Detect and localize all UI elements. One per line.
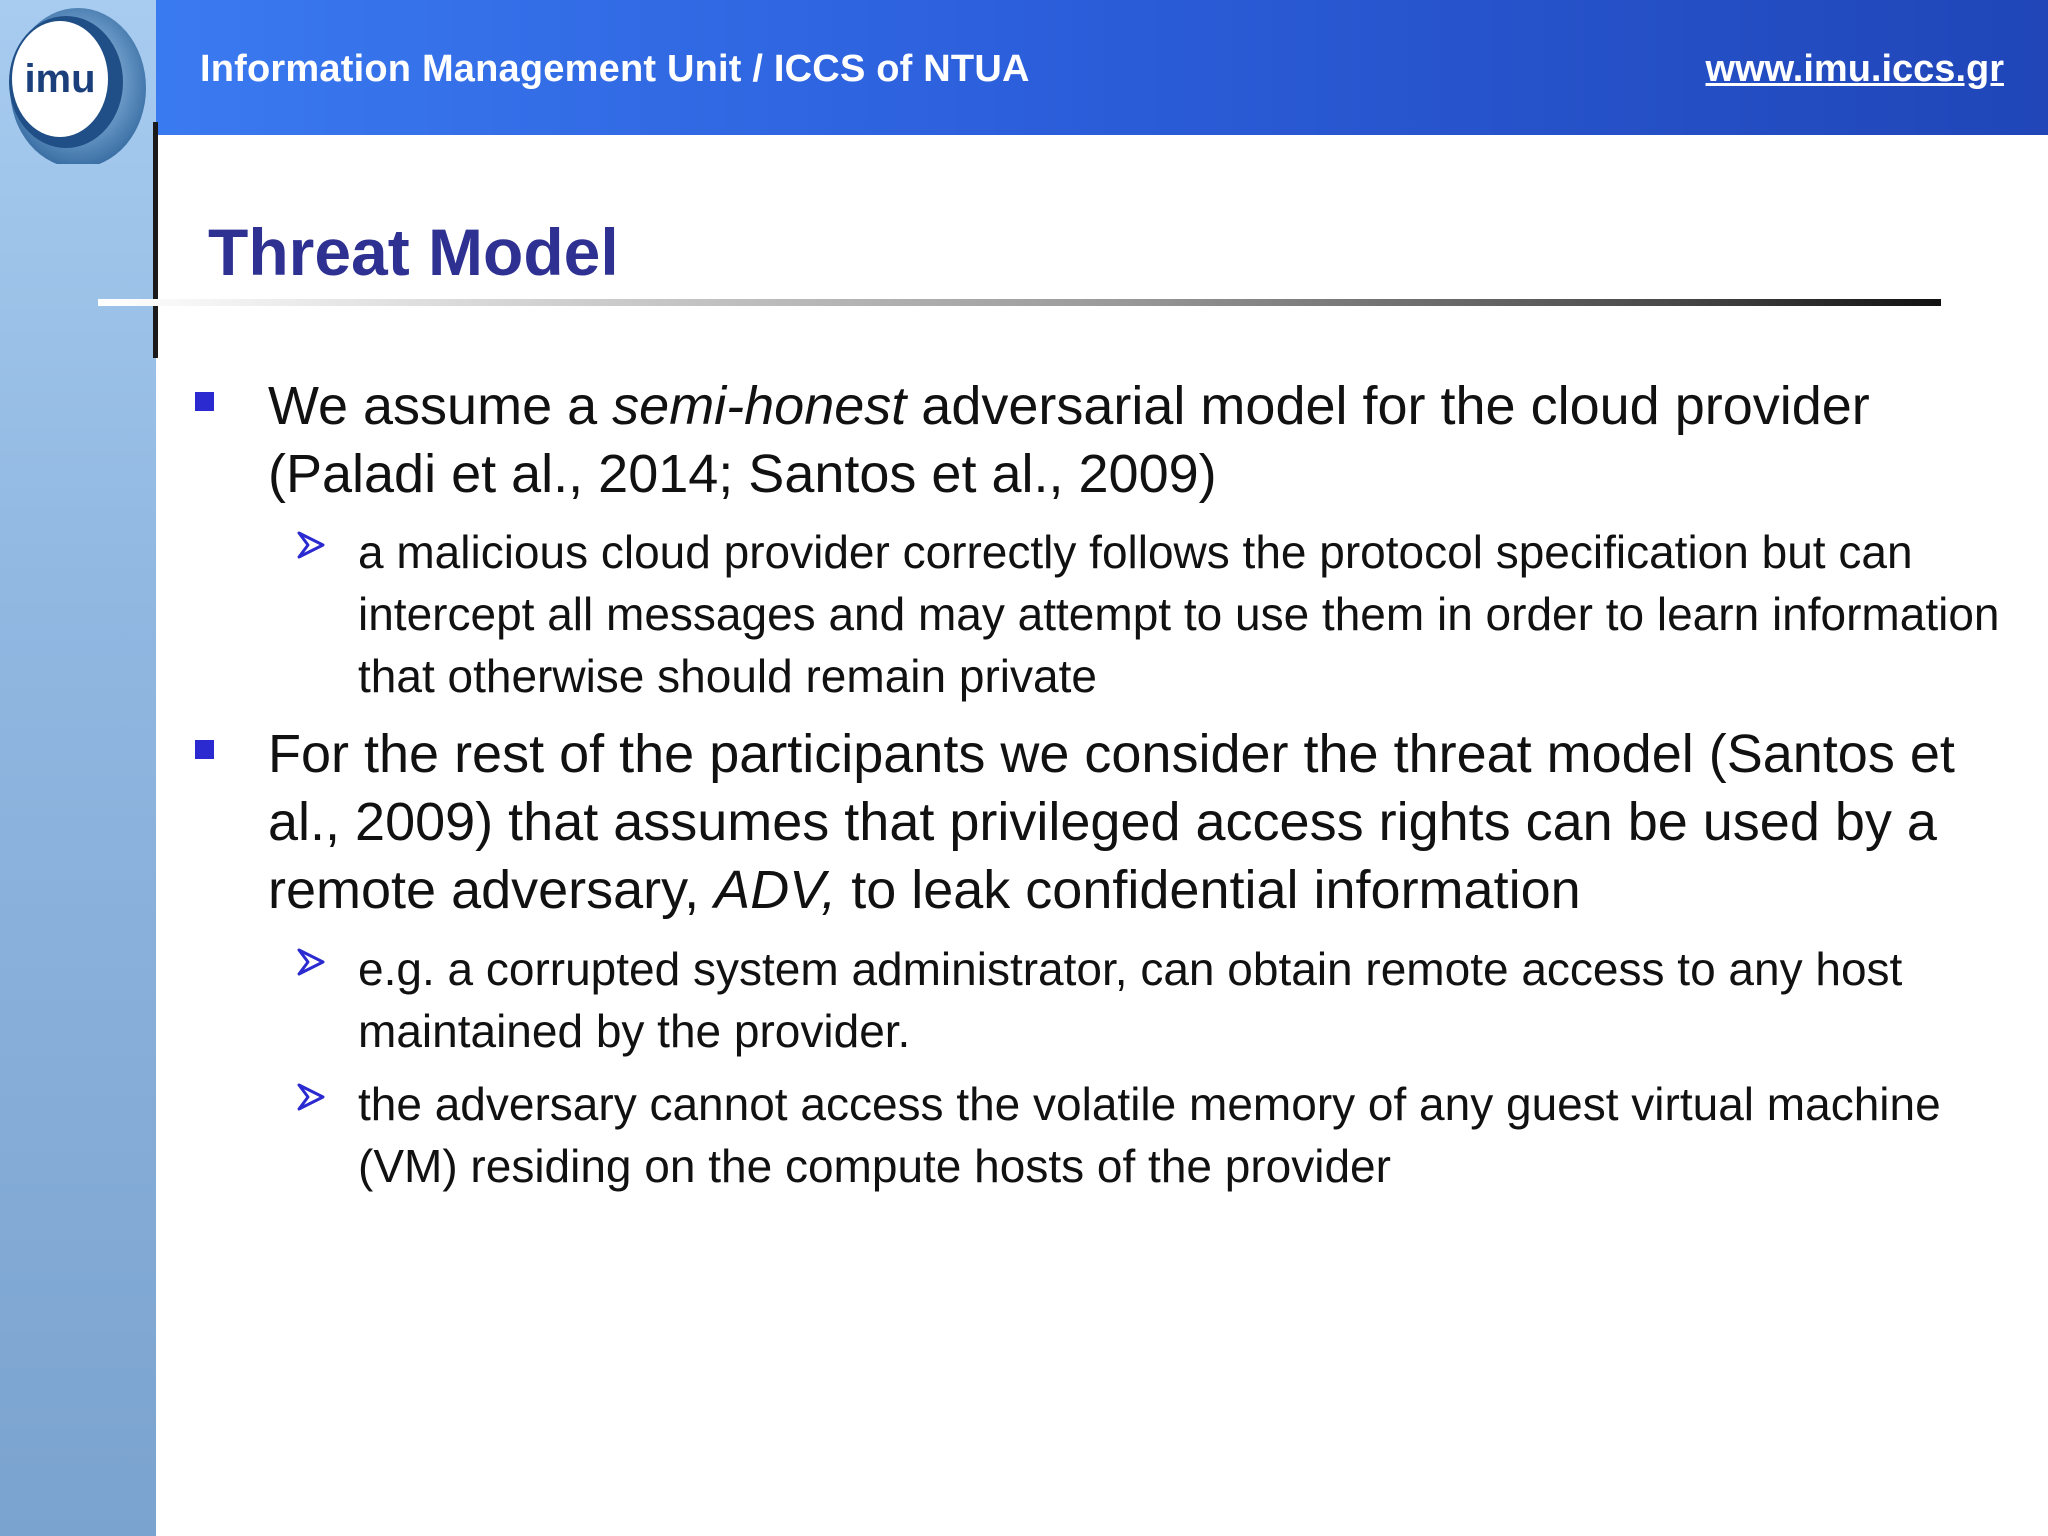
title-underline	[98, 299, 1941, 306]
arrow-bullet-icon	[296, 530, 326, 560]
page-title: Threat Model	[208, 215, 619, 289]
title-vertical-rule	[153, 122, 158, 358]
bullet-2-emphasis: ADV,	[714, 860, 837, 920]
svg-text:imu: imu	[24, 57, 96, 101]
bullet-marker	[195, 740, 214, 759]
header-title: Information Management Unit / ICCS of NTUA	[200, 48, 1030, 90]
bullet-1-emphasis: semi-honest	[612, 376, 907, 436]
bullet-item-1	[268, 372, 2008, 508]
arrow-bullet-icon	[296, 947, 326, 977]
imu-logo	[6, 4, 148, 164]
bullet-item-2	[268, 720, 2008, 924]
header-url-link[interactable]: www.imu.iccs.gr	[1705, 48, 2004, 90]
sub-item-1-1: a malicious cloud provider correctly follows the protocol specification but can intercept all messages and may attempt to use them in order to learn information that otherwise should remain private	[358, 526, 2000, 702]
bullet-marker	[195, 392, 214, 411]
bullet-2-text-end: to leak confidential information	[836, 860, 1581, 920]
bullet-1-text-end: adversarial model for the cloud provider (Paladi et al., 2014; Santos et al., 2009)	[268, 376, 1870, 504]
sub-item-2-2: the adversary cannot access the volatile memory of any guest virtual machine (VM) residing on the compute hosts of the provider	[358, 1078, 1941, 1192]
bullet-2-text-start: For the rest of the participants we consider the threat model (Santos et al., 2009) that assumes that privileged access rights can be used by a remote adversary,	[268, 724, 1955, 920]
left-gradient-strip	[0, 0, 156, 1536]
bullet-1-text-start: We assume a	[268, 376, 613, 436]
sub-item-2-1: e.g. a corrupted system administrator, can obtain remote access to any host maintained by the provider.	[358, 943, 1903, 1057]
arrow-bullet-icon	[296, 1082, 326, 1112]
